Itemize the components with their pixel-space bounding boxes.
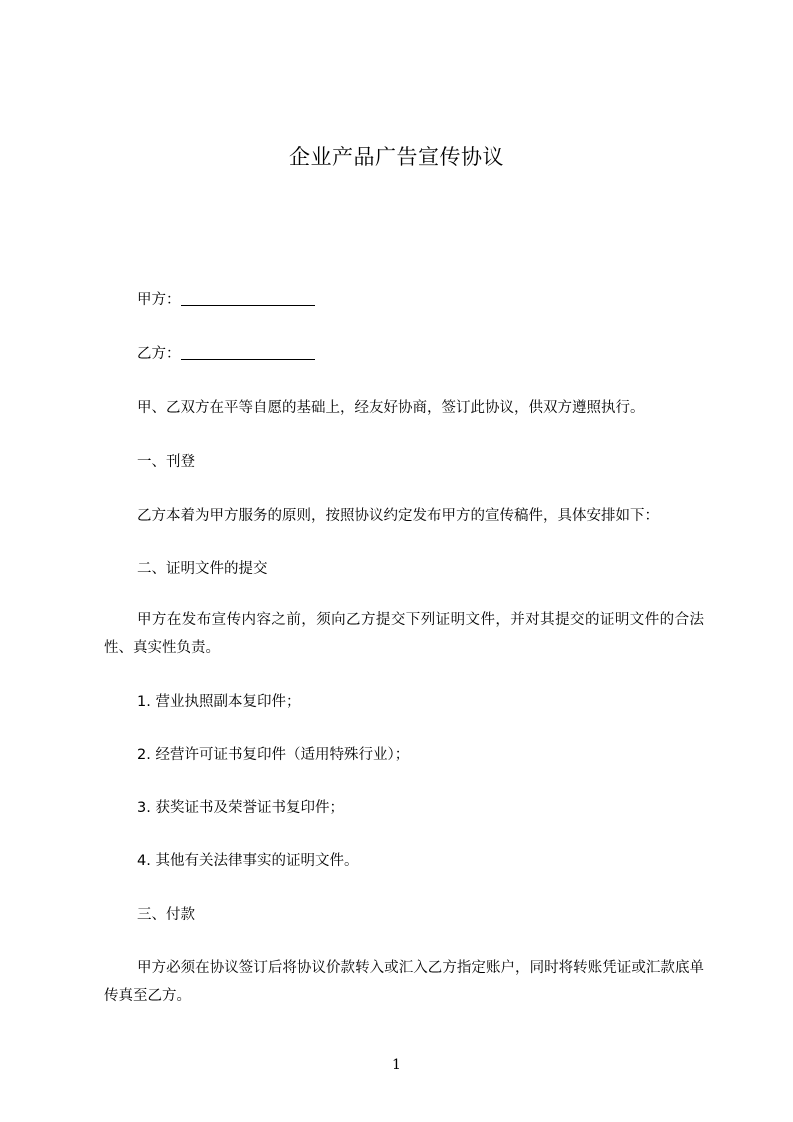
section-1-heading: 一、刊登 — [137, 454, 195, 470]
party-b-line — [137, 344, 315, 364]
party-a-blank — [181, 290, 315, 306]
section-3-heading: 三、付款 — [137, 907, 195, 923]
page-number: 1 — [392, 1057, 401, 1073]
list-item: 3. 获奖证书及荣誉证书复印件； — [137, 800, 344, 816]
section-3-text: 甲方必须在协议签订后将协议价款转入或汇入乙方指定账户，同时将转账凭证或汇款底单传真至乙方。 — [104, 960, 704, 1004]
document-title: 企业产品广告宣传协议 — [289, 145, 504, 169]
intro-paragraph: 甲、乙双方在平等自愿的基础上，经友好协商，签订此协议，供双方遵照执行。 — [137, 400, 645, 416]
list-item: 1. 营业执照副本复印件； — [137, 694, 301, 710]
party-b-label: 乙方： — [137, 346, 181, 362]
list-item: 4. 其他有关法律事实的证明文件。 — [137, 853, 359, 869]
list-item: 2. 经营许可证书复印件（适用特殊行业）； — [137, 747, 410, 763]
party-a-line — [137, 290, 315, 310]
section-2-text: 甲方在发布宣传内容之前，须向乙方提交下列证明文件，并对其提交的证明文件的合法性、真实性负责。 — [104, 612, 704, 656]
party-a-label: 甲方： — [137, 292, 181, 308]
section-1-text: 乙方本着为甲方服务的原则，按照协议约定发布甲方的宣传稿件，具体安排如下： — [137, 508, 659, 524]
section-2-heading: 二、证明文件的提交 — [137, 561, 268, 577]
party-b-blank — [181, 344, 315, 360]
